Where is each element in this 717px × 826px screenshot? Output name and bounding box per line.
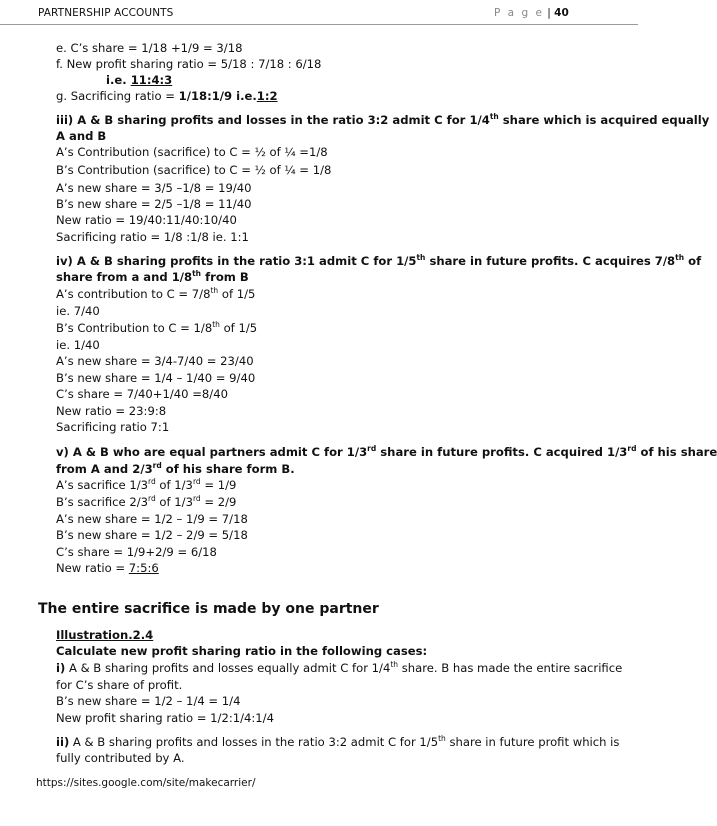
- q3-line3: A’s new share = 3/5 –1/8 = 19/40: [56, 181, 252, 195]
- section-title: The entire sacrifice is made by one partner: [38, 601, 379, 617]
- q5-head2-sup: rd: [152, 461, 162, 470]
- header-title: PARTNERSHIP ACCOUNTS: [38, 7, 174, 19]
- g-bold: 1/18:1/9 i.e.: [178, 89, 257, 103]
- q3-line2: B’s Contribution (sacrifice) to C = ½ of ¼ = 1/8: [56, 163, 332, 177]
- q4-heading-line2: [56, 270, 249, 284]
- line-g: [56, 89, 278, 103]
- q3-line4: B’s new share = 2/5 –1/8 = 11/40: [56, 197, 252, 211]
- q5-head-c: of his share: [636, 445, 717, 459]
- q5-l2-sup1: rd: [148, 494, 156, 503]
- q5-l2-c: = 2/9: [200, 495, 237, 509]
- q4-line2: ie. 7/40: [56, 304, 100, 318]
- q5-l2-a: B’s sacrifice 2/3: [56, 495, 149, 509]
- q4-line5: A’s new share = 3/4-7/40 = 23/40: [56, 354, 254, 368]
- q5-heading-line2: [56, 462, 295, 476]
- case-ii-text-a: A & B sharing profits and losses in the ratio 3:2 admit C for 1/5: [69, 735, 439, 749]
- q3-heading-line2: A and B: [56, 129, 107, 143]
- q5-head-sup2: rd: [627, 444, 637, 453]
- case-ii-line1: [56, 735, 619, 749]
- q5-head-sup1: rd: [367, 444, 377, 453]
- q5-head2-b: of his share form B.: [161, 462, 295, 476]
- page-number: 40: [554, 7, 569, 19]
- q5-l6-prefix: New ratio =: [56, 561, 129, 575]
- q5-line6: [56, 561, 159, 575]
- q4-head-b: share in future profits. C acquires 7/8: [425, 254, 676, 268]
- q5-l6-ratio: 7:5:6: [128, 561, 159, 575]
- q5-l1-c: = 1/9: [200, 478, 237, 492]
- q5-head2-a: from A and 2/3: [56, 462, 153, 476]
- q3-heading: [56, 113, 709, 127]
- case-i-line4: New profit sharing ratio = 1/2:1/4:1/4: [56, 711, 274, 725]
- q5-line5: C’s share = 1/9+2/9 = 6/18: [56, 545, 217, 559]
- q4-l3-sup: th: [212, 320, 220, 329]
- q4-head2-b: from B: [201, 270, 249, 284]
- q3-head-post: share which is acquired equally: [498, 113, 710, 127]
- q3-line6: Sacrificing ratio = 1/8 :1/8 ie. 1:1: [56, 230, 249, 244]
- case-ii-line2: fully contributed by A.: [56, 751, 185, 765]
- q5-line3: A’s new share = 1/2 – 1/9 = 7/18: [56, 512, 248, 526]
- line-ie: [106, 73, 172, 87]
- q4-head2-sup: th: [192, 269, 202, 278]
- q5-l1-sup1: rd: [148, 477, 156, 486]
- line-e: e. C’s share = 1/18 +1/9 = 3/18: [56, 41, 243, 55]
- q5-l2-b: of 1/3: [155, 495, 193, 509]
- page-label: P a g e: [494, 7, 544, 19]
- q5-head-a: v) A & B who are equal partners admit C for 1/3: [56, 445, 368, 459]
- q4-line3: [56, 321, 257, 335]
- q4-heading: [56, 254, 701, 268]
- q3-line1: A’s Contribution (sacrifice) to C = ½ of ¼ =1/8: [56, 145, 328, 159]
- q4-line7: C’s share = 7/40+1/40 =8/40: [56, 387, 228, 401]
- q5-head-b: share in future profits. C acquired 1/3: [376, 445, 628, 459]
- q3-head-sup: th: [489, 112, 499, 121]
- q4-head-a: iv) A & B sharing profits in the ratio 3:1 admit C for 1/5: [56, 254, 417, 268]
- q4-line4: ie. 1/40: [56, 338, 100, 352]
- q4-l1-b: of 1/5: [218, 287, 256, 301]
- case-i-line1: [56, 661, 622, 675]
- case-i-text-a: A & B sharing profits and losses equally admit C for 1/4: [65, 661, 391, 675]
- q4-l1-sup: th: [210, 286, 219, 295]
- q3-head-text: iii) A & B sharing profits and losses in the ratio 3:2 admit C for 1/4: [56, 113, 490, 127]
- q4-l1-a: A’s contribution to C = 7/8: [56, 287, 211, 301]
- q4-head-c: of: [684, 254, 702, 268]
- case-i-line3: B’s new share = 1/2 – 1/4 = 1/4: [56, 694, 241, 708]
- q4-line1: [56, 287, 255, 301]
- footer-url: https://sites.google.com/site/makecarrier/: [36, 777, 256, 789]
- illustration-label: Illustration.2.4: [56, 628, 154, 642]
- q5-l1-sup2: rd: [192, 477, 201, 486]
- q5-line2: [56, 495, 236, 509]
- q4-line8: New ratio = 23:9:8: [56, 404, 167, 418]
- q4-l3-b: of 1/5: [219, 321, 258, 335]
- case-ii-sup: th: [438, 734, 446, 743]
- case-ii-label: ii): [56, 735, 70, 749]
- calc-instruction: Calculate new profit sharing ratio in the following cases:: [56, 644, 428, 658]
- case-i-text-b: share. B has made the entire sacrifice: [398, 661, 623, 675]
- q3-line5: New ratio = 19/40:11/40:10/40: [56, 213, 237, 227]
- q4-head-sup2: th: [675, 253, 685, 262]
- q4-head-sup1: th: [416, 253, 426, 262]
- page-separator: |: [547, 7, 551, 19]
- q5-line4: B’s new share = 1/2 – 2/9 = 5/18: [56, 528, 248, 542]
- g-ratio: 1:2: [256, 89, 278, 103]
- q5-l2-sup2: rd: [192, 494, 201, 503]
- q5-heading: [56, 445, 717, 459]
- line-f: f. New profit sharing ratio = 5/18 : 7/18 : 6/18: [56, 57, 322, 71]
- q4-head2-a: share from a and 1/8: [56, 270, 193, 284]
- case-i-line2: for C’s share of profit.: [56, 678, 183, 692]
- q4-line6: B’s new share = 1/4 – 1/40 = 9/40: [56, 371, 256, 385]
- g-prefix: g. Sacrificing ratio =: [56, 89, 179, 103]
- q5-l1-b: of 1/3: [155, 478, 193, 492]
- ie-ratio: 11:4:3: [130, 73, 173, 87]
- q4-line9: Sacrificing ratio 7:1: [56, 420, 170, 434]
- q5-l1-a: A’s sacrifice 1/3: [56, 478, 149, 492]
- ie-prefix: i.e.: [106, 73, 131, 87]
- case-i-label: i): [56, 661, 66, 675]
- case-i-sup: th: [390, 660, 399, 669]
- q5-line1: [56, 478, 236, 492]
- case-ii-text-b: share in future profit which is: [445, 735, 620, 749]
- q4-l3-a: B’s Contribution to C = 1/8: [56, 321, 213, 335]
